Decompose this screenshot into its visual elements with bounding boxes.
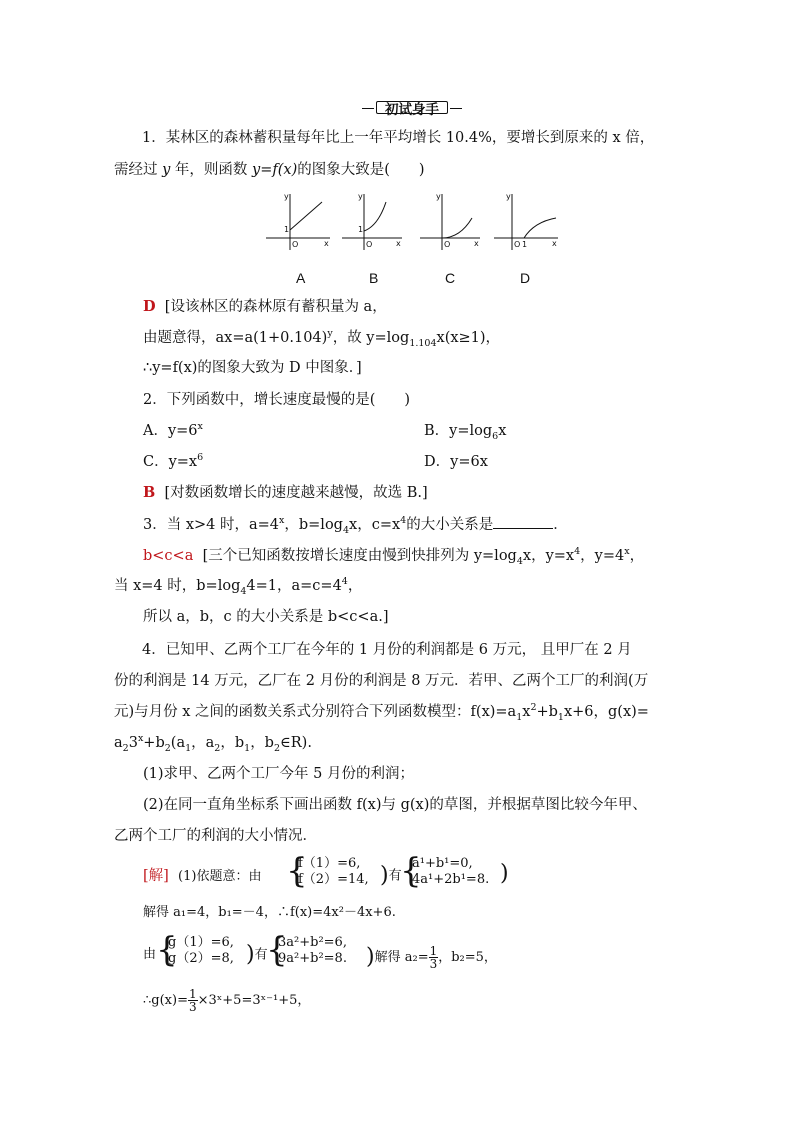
q1-graphs [262, 188, 562, 258]
q4-part2-line1: (2)在同一直角坐标系下画出函数 f(x)与 g(x)的草图，并根据草图比较今年甲、 [143, 797, 647, 813]
sol-you-1: )有 [380, 863, 402, 888]
sol-line1: [解] (1)依题意：由 [143, 868, 262, 884]
q1-line1: 1．某林区的森林蓄积量每年比上一年平均增长 10.4%，要增长到原来的 x 倍， [142, 130, 655, 146]
sol-tag: [解] [143, 868, 169, 884]
a1-line2: 由题意得，$ax=a(1+0.104)^y$，故 $y=\log_{1.104}x(x\ge 1)$， [143, 328, 501, 349]
a2-answer: B [143, 484, 156, 501]
a1-answer: D [143, 298, 156, 315]
q2-stem: 2．下列函数中，增长速度最慢的是( ) [143, 392, 411, 408]
graph-a-y-label: y [284, 192, 289, 201]
brace-4: { [266, 930, 288, 970]
q4-line1: 4．已知甲、乙两个工厂在今年的 1 月份的利润都是 6 万元， 且甲厂在 2 月 [142, 642, 632, 658]
system-1-row2: f（2）=14, [298, 872, 369, 887]
system-4 [278, 935, 347, 967]
system-2-row1: a¹+b¹=0, [412, 856, 473, 871]
a3-line3: 所以 a，b，c 的大小关系是 b<c<a.] [143, 609, 389, 625]
q2-option-a: A．$y=6^x$ [143, 421, 203, 439]
paren-close-1: ) [500, 861, 509, 886]
brace-1: { [286, 851, 308, 891]
sol-line2: 解得 a₁=4，b₁=－4，∴f(x)=4x²－4x+6. [143, 905, 396, 920]
graph-c-y-label: y [436, 192, 441, 201]
system-2-row2: 4a¹+2b¹=8. [412, 872, 490, 887]
q4-line4: $a_23^x+b_2(a_1$，$a_2$，$b_1$，$b_2\in R$). [114, 733, 312, 754]
graph-b-tick: 1 [358, 225, 364, 234]
fraction-one-third: $\frac{1}{3}$ [429, 944, 438, 971]
q1-line2: 需经过 y 年，则函数 y=f(x)的图象大致是( ) [114, 162, 425, 178]
system-1 [298, 856, 369, 888]
graph-a-tick: 1 [284, 225, 290, 234]
q4-line3: 元)与月份 x 之间的函数关系式分别符合下列函数模型：$f(x)=a_1x^2+b_1x+6$，g(x)= [114, 702, 649, 723]
brace-2: { [400, 851, 422, 891]
system-4-row1: 3a²+b²=6, [278, 935, 347, 950]
system-1-row1: f（1）=6, [298, 856, 361, 871]
graph-a-label: A [296, 270, 306, 286]
q4-line2: 份的利润是 14 万元，乙厂在 2 月份的利润是 8 万元．若甲、乙两个工厂的利润(万 [114, 673, 649, 689]
graph-b-x-label: x [396, 239, 401, 248]
a3-line2: 当 x=4 时，$b=\log_44=1$，$a=c=4^4$， [114, 576, 363, 597]
fraction-one-third-2: $\frac{1}{3}$ [188, 987, 197, 1014]
q2-option-c: C．$y=x^6$ [143, 452, 204, 470]
q3-stem: 3．当 x>4 时，$a=4^x$，$b=\log_4x$，$c=x^4$的大小关系是 ． [143, 515, 568, 536]
q3-blank [493, 514, 553, 529]
a1-line1: D [设该林区的森林原有蓄积量为 a， [143, 298, 387, 315]
sol-line4: ∴g(x)= $\frac{1}{3}$ ×3ˣ+5=3ˣ⁻¹+5， [143, 987, 311, 1014]
a2-line: B [对数函数增长的速度越来越慢，故选 B.] [143, 484, 428, 501]
graph-a-x-label: x [324, 239, 329, 248]
system-3-row1: g（1）=6, [168, 935, 234, 950]
q4-part2-line2: 乙两个工厂的利润的大小情况． [114, 828, 317, 844]
system-3-row2: g（2）=8, [168, 951, 234, 966]
a1-line3: ∴y=f(x)的图象大致为 D 中图象．] [143, 360, 362, 376]
sol-you-pre: 由 [143, 947, 157, 962]
graph-c-origin: O [444, 240, 451, 249]
graph-b-origin: O [366, 240, 373, 249]
sol-you-2: )有 [246, 942, 268, 967]
brace-3: { [156, 930, 178, 970]
system-4-row2: 9a²+b²=8. [278, 951, 347, 966]
graph-d-tick: 1 [522, 240, 528, 249]
a3-answer: b<c<a [143, 548, 194, 564]
q4-part1: (1)求甲、乙两个工厂今年 5 月份的利润； [143, 766, 414, 782]
system-3 [168, 935, 234, 967]
graph-c-label: C [445, 270, 456, 286]
q2-option-d: D．y=6x [424, 454, 488, 470]
graph-d-y-label: y [506, 192, 511, 201]
graph-c-x-label: x [474, 239, 479, 248]
graph-b-y-label: y [358, 192, 363, 201]
graph-a-origin: O [292, 240, 299, 249]
a3-line1: b<c<a [三个已知函数按增长速度由慢到快排列为 $y=\log_4x$，$y=x^4$，$y=4^x$， [143, 546, 645, 567]
graph-d-label: D [520, 270, 531, 286]
graph-d-x-label: x [552, 239, 557, 248]
section-title: 初试身手 [385, 102, 439, 118]
section-header [362, 101, 462, 118]
graph-d-origin: O [514, 240, 521, 249]
system-2 [412, 856, 489, 888]
q2-option-b: B．$y=\log_6x$ [424, 423, 507, 442]
sol-line3: )解得 a₂= $\frac{1}{3}$ ，b₂=5， [366, 944, 497, 971]
graph-b-label: B [369, 270, 379, 286]
